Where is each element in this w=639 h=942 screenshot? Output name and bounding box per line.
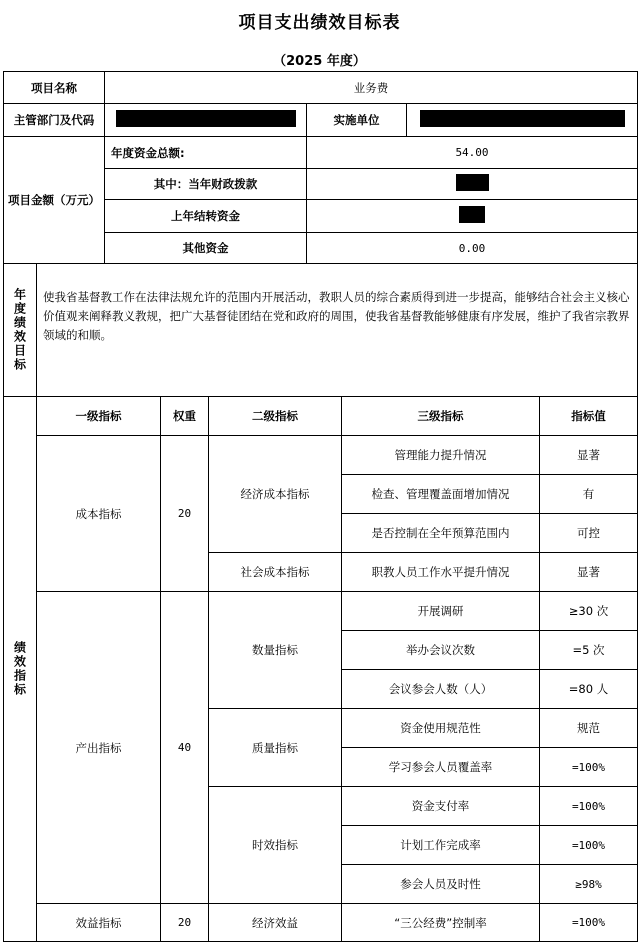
total-funds-label: 年度资金总额: (105, 137, 307, 169)
level3-cell: 职教人员工作水平提升情况 (342, 553, 540, 592)
level2-timeliness: 时效指标 (209, 787, 342, 904)
header-level3: 三级指标 (342, 397, 540, 436)
impl-unit-label: 实施单位 (307, 104, 407, 137)
funds-table (3, 136, 638, 264)
dept-label: 主管部门及代码 (4, 104, 105, 137)
dept-value (105, 104, 307, 137)
value-cell: 显著 (540, 553, 638, 592)
level3-cell: 资金使用规范性 (342, 709, 540, 748)
value-cell: 可控 (540, 514, 638, 553)
level3-cell: 管理能力提升情况 (342, 436, 540, 475)
level2-economic-benefit: 经济效益 (209, 904, 342, 942)
project-name-value: 业务费 (105, 72, 638, 104)
level2-quality: 质量指标 (209, 709, 342, 787)
total-funds-value: 54.00 (307, 137, 638, 169)
goal-text: 使我省基督教工作在法律法规允许的范围内开展活动，教职人员的综合素质得到进一步提高，能够结合社会主义核心价值观来阐释教义教规，把广大基督徒团结在党和政府的周围，使我省基督教能够健康有序发展，维护了我省宗教界领域的和顺。 (37, 264, 638, 397)
level2-quantity: 数量指标 (209, 592, 342, 709)
weight-cost: 20 (161, 436, 209, 592)
table-title: 项目支出绩效目标表 (238, 13, 401, 33)
project-name-label: 项目名称 (4, 72, 105, 104)
level3-cell: 检查、管理覆盖面增加情况 (342, 475, 540, 514)
indicators-table (3, 396, 638, 942)
current-year-funds-label: 其中：当年财政拨款 (105, 169, 307, 200)
project-info-table (3, 71, 638, 137)
level3-cell: 开展调研 (342, 592, 540, 631)
value-cell: =80 人 (540, 670, 638, 709)
level3-cell: “三公经费”控制率 (342, 904, 540, 942)
goal-label: 年度绩效目标 (12, 288, 27, 372)
redaction-block (456, 174, 489, 191)
level3-cell: 是否控制在全年预算范围内 (342, 514, 540, 553)
level3-cell: 会议参会人数（人） (342, 670, 540, 709)
indicators-label: 绩效指标 (12, 641, 27, 697)
current-year-funds-value (307, 169, 638, 200)
level3-cell: 计划工作完成率 (342, 826, 540, 865)
value-cell: ≥30 次 (540, 592, 638, 631)
redaction-block (459, 206, 485, 223)
funds-label: 项目金额（万元） (4, 137, 105, 264)
level1-cost: 成本指标 (37, 436, 161, 592)
header-level1: 一级指标 (37, 397, 161, 436)
carryover-funds-label: 上年结转资金 (105, 200, 307, 233)
value-cell: =100% (540, 748, 638, 787)
level2-economic-cost: 经济成本指标 (209, 436, 342, 553)
value-cell: 有 (540, 475, 638, 514)
header-weight: 权重 (161, 397, 209, 436)
goal-table (3, 263, 638, 397)
level1-output: 产出指标 (37, 592, 161, 904)
redaction-block (116, 110, 296, 127)
level3-cell: 学习参会人员覆盖率 (342, 748, 540, 787)
value-cell: 显著 (540, 436, 638, 475)
goal-label-cell (4, 264, 37, 397)
other-funds-value: 0.00 (307, 233, 638, 264)
level3-cell: 举办会议次数 (342, 631, 540, 670)
header-value: 指标值 (540, 397, 638, 436)
value-cell: =5 次 (540, 631, 638, 670)
indicators-label-cell (4, 397, 37, 942)
value-cell: ≥98% (540, 865, 638, 904)
table-year: （2025 年度） (273, 54, 366, 69)
other-funds-label: 其他资金 (105, 233, 307, 264)
header-level2: 二级指标 (209, 397, 342, 436)
level2-social-cost: 社会成本指标 (209, 553, 342, 592)
weight-benefit: 20 (161, 904, 209, 942)
level3-cell: 参会人员及时性 (342, 865, 540, 904)
level1-benefit: 效益指标 (37, 904, 161, 942)
value-cell: =100% (540, 904, 638, 942)
value-cell: 规范 (540, 709, 638, 748)
carryover-funds-value (307, 200, 638, 233)
level3-cell: 资金支付率 (342, 787, 540, 826)
impl-unit-value (407, 104, 638, 137)
weight-output: 40 (161, 592, 209, 904)
redaction-block (420, 110, 625, 127)
value-cell: =100% (540, 826, 638, 865)
value-cell: =100% (540, 787, 638, 826)
